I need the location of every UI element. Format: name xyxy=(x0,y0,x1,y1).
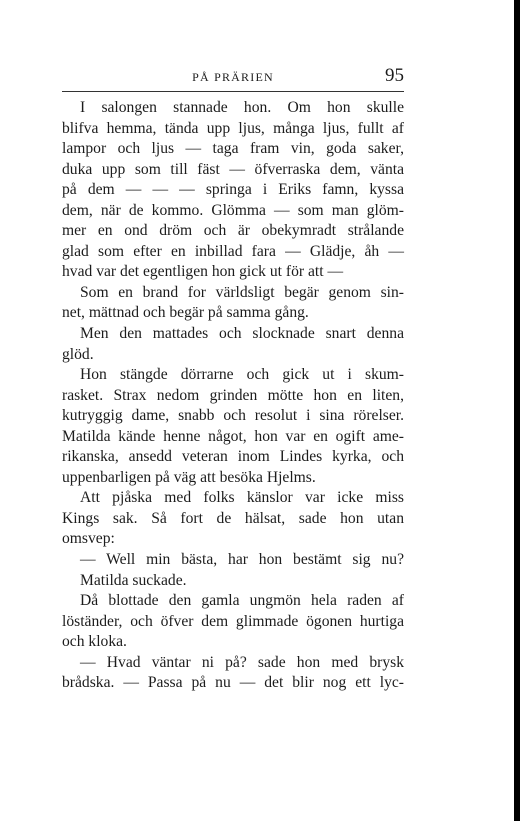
text-line: omsvep: xyxy=(62,530,115,548)
text-line: dem, när de kommo. Glömma — som man glöm- xyxy=(62,201,404,219)
text-line: uppenbarligen på väg att besöka Hjelms. xyxy=(62,468,316,486)
text-line: glad som efter en inbillad fara — Glädje, åh — xyxy=(62,242,404,260)
text-line: Hon stängde dörrarne och gick ut i skum- xyxy=(80,366,404,384)
text-line: och kloka. xyxy=(62,633,127,651)
text-line: hvad var det egentligen hon gick ut för att — xyxy=(62,263,344,281)
header-rule xyxy=(62,91,404,92)
text-line: Matilda kände henne något, hon var en ogift ame- xyxy=(62,427,404,445)
text-line: — Hvad väntar ni på? sade hon med brysk xyxy=(80,653,404,671)
text-line: lampor och ljus — taga fram vin, goda saker, xyxy=(62,140,404,158)
text-line: Kings sak. Så fort de hälsat, sade hon utan xyxy=(62,509,404,527)
text-line: glöd. xyxy=(62,345,94,363)
text-line: på dem — — — springa i Eriks famn, kyssa xyxy=(62,181,404,199)
text-line: Matilda suckade. xyxy=(80,571,187,589)
text-line: rasket. Strax nedom grinden mötte hon en liten, xyxy=(62,386,404,404)
text-line: — Well min bästa, har hon bestämt sig nu? xyxy=(80,551,404,569)
text-line: rikanska, ansedd veteran inom Lindes kyrka, och xyxy=(62,448,404,466)
text-line: duka upp som till fäst — öfverraska dem, vänta xyxy=(62,160,404,178)
text-line: blifva hemma, tända upp ljus, många ljus, fullt af xyxy=(62,119,404,137)
text-line: löständer, och öfver dem glimmade ögonen hurtiga xyxy=(62,612,404,630)
text-line: kutryggig dame, snabb och resolut i sina rörelser. xyxy=(62,407,404,425)
text-line: Att pjåska med folks känslor var icke miss xyxy=(80,489,404,507)
text-line: net, mättnad och begär på samma gång. xyxy=(62,304,309,322)
text-line: Då blottade den gamla ungmön hela raden af xyxy=(80,592,404,610)
page-edge-border xyxy=(514,0,520,821)
text-line: I salongen stannade hon. Om hon skulle xyxy=(80,99,404,116)
text-line: Som en brand for världsligt begär genom sin- xyxy=(80,283,404,301)
body-text xyxy=(62,98,404,694)
running-title: PÅ PRÄRIEN xyxy=(192,70,274,84)
page-number: 95 xyxy=(385,65,404,86)
text-line: mer en ond dröm och är obekymradt strålande xyxy=(62,222,404,240)
running-head xyxy=(62,65,404,90)
text-line: Men den mattades och slocknade snart denna xyxy=(80,325,404,343)
text-line: brådska. — Passa på nu — det blir nog ett lyc- xyxy=(62,674,404,692)
